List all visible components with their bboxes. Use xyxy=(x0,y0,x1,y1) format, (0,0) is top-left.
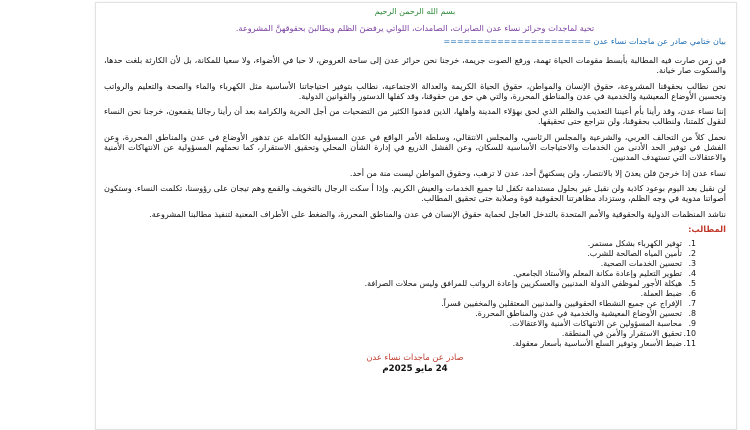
list-number: 11. xyxy=(683,338,696,348)
list-item xyxy=(104,309,696,319)
list-item xyxy=(104,319,696,329)
list-item xyxy=(104,279,696,289)
list-text: الإفراج عن جميع النشطاء الحقوقيين والمدنيين المعتقلين والمخفيين قسراً. xyxy=(441,298,682,308)
list-number: 9. xyxy=(688,318,696,328)
list-item xyxy=(104,269,696,279)
statement-line: بيان ختامي صادر عن ماجدات نساء عدن ====================== xyxy=(443,37,726,46)
list-text: هيكلة الأجور لموظفي الدولة المدنيين والعسكريين وإعادة الرواتب للمرافق وليس محلات الصرافة. xyxy=(364,278,682,288)
list-item xyxy=(104,299,696,309)
demands-title: المطالب: xyxy=(688,223,726,234)
list-text: تحسين الخدمات الصحية. xyxy=(600,258,682,268)
list-text: تحسين الأوضاع المعيشية والخدمية في عدن والمناطق المحررة. xyxy=(475,308,682,318)
bismillah: بسم الله الرحمن الرحيم xyxy=(374,7,456,16)
list-number: 4. xyxy=(688,268,696,278)
paragraph: نحن نطالب بحقوقنا المشروعة، حقوق الإنسان والمواطن، حقوق الحياة الكريمة والعدالة الاجتماعية، نطالب بتوفير احتياجاتنا الأساسية مثل الكهرباء والماء والصحة والتعليم والرواتب وتحسين الأوضاع المعيشية والخدمية في عدن والمناطق المحررة، والتي هي حق من حقوقنا، وقد كفلها الدستور والقوانين الدولية. xyxy=(104,80,726,101)
issuer-line: صادر عن ماجدات نساء عدن xyxy=(366,351,464,362)
list-number: 8. xyxy=(688,308,696,318)
list-item xyxy=(104,329,696,339)
list-text: محاسبة المسؤولين عن الانتهاكات الأمنية والاعتقالات. xyxy=(509,318,682,328)
list-item xyxy=(104,259,696,269)
list-text: ضبط العملة. xyxy=(640,288,682,298)
list-item xyxy=(104,249,696,259)
demands-list xyxy=(104,239,696,349)
paragraph: في زمن صارت فيه المطالبة بأبسط مقومات الحياة تهمة، ورفع الصوت جريمة، خرجنا نحن حرائر عدن إلى ساحة العروض، لا حبا في الأضواء، ولا سعيا للمكانة، بل لأن الكارثة بلغت حدها، والسكوت صار خيانة. xyxy=(104,55,726,76)
list-text: توفير الكهرباء بشكل مستمر. xyxy=(587,238,682,248)
paragraph: نحمل كلاً من التحالف العربي، والشرعية والمجلس الرئاسي، والمجلس الانتقالي، وسلطة الأمر الواقع في عدن المسؤولية الكاملة عن تدهور الأوضاع في عدن والمناطق المحررة، وعن الفشل في توفير الحد الأدنى من الخدمات والاحتياجات الأساسية للسكان، وعن الفشل الذريع في إدارة الشأن المحلي وتحقيق الاستقرار، كما نحملهم المسؤولية عن الانتهاكات الأمنية والاعتقالات التي تستهدف المدنيين. xyxy=(104,131,726,163)
list-text: تطوير التعليم وإعادة مكانة المعلم والأستاذ الجامعي. xyxy=(512,268,682,278)
list-item xyxy=(104,289,696,299)
list-item xyxy=(104,239,696,249)
paragraph: لن نقبل بعد اليوم بوعود كاذبة ولن نقبل غير بحلول مستدامة تكفل لنا جميع الخدمات والعيش الكريم. وإذا أ سكت الرجال بالتخويف والقمع وهم تيجان على رؤوسنا، تكلمت النساء. وستكون أصواتنا مدوية في وجه الظلم، وستزداد مظاهرتنا الحقوقية قوة وصلابة حتى تحقيق المطالب. xyxy=(104,182,726,204)
list-number: 2. xyxy=(688,248,696,258)
document-body xyxy=(104,6,726,376)
list-number: 1. xyxy=(688,238,696,248)
document-date: 24 مايو 2025م xyxy=(382,363,448,374)
list-text: ضبط الأسعار وتوفير السلع الأساسية بأسعار معقولة. xyxy=(512,338,682,348)
headline: تحية لماجدات وحرائر نساء عدن الصابرات، الصامدات، اللواتي يرفضنَ الظلم ويطالبنَ بحقوقهنَّ المشروعة. xyxy=(235,23,595,33)
paragraph: نناشد المنظمات الدولية والحقوقية والأمم المتحدة بالتدخل العاجل لحماية حقوق الإنسان في عدن والمناطق المحررة، والضغط على الأطراف المعنية لتنفيذ مطالبنا المشروعة. xyxy=(149,208,726,219)
paragraph: إننا نساء عدن، وقد رأينا بأم أعيننا التعذيب والظلم الذي لحق بهؤلاء المدينة وأهلها، الذين قدموا الكثير من التضحيات من أجل الحرية والكرامة بعد أن رأينا رجالنا يقمعون، خرجنا نحن النساء لنقول كلمتنا، ولنطالب بحقوقنا، ولن نتراجع حتى تحقيقها. xyxy=(104,106,726,127)
paragraph: نساء عدن إذا خرجنَ فلن يعدنَ إلا بالانتصار، ولن يسكتهنَّ أحد، عدن لا ترهب، وحقوق المواطن ليست منة من أحد. xyxy=(349,167,726,178)
list-number: 3. xyxy=(688,258,696,268)
list-text: تأمين المياه الصالحة للشرب. xyxy=(587,248,682,258)
list-number: 5. xyxy=(688,278,696,288)
list-number: 7. xyxy=(688,298,696,308)
list-item xyxy=(104,339,696,349)
list-text: تحقيق الاستقرار والأمن في المنطقة. xyxy=(561,328,682,338)
list-number: 10. xyxy=(683,328,696,338)
list-number: 6. xyxy=(688,288,696,298)
